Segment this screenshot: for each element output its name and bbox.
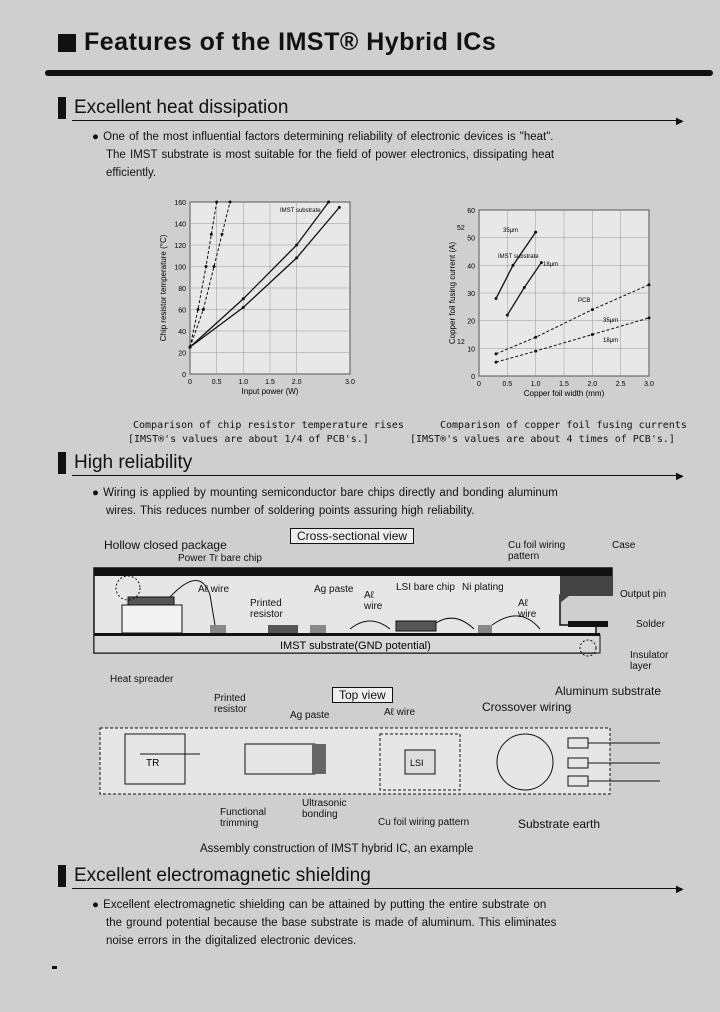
series-label: IMST substrate — [280, 208, 321, 214]
data-point — [221, 233, 224, 236]
section-reliability-title: High reliability — [74, 452, 193, 473]
case-corner — [560, 576, 612, 603]
rel-text-line1: Wiring is applied by mounting semiconductor bare chips directly and bonding aluminum — [103, 487, 558, 499]
y-tick-label: 100 — [174, 264, 186, 272]
data-point — [512, 264, 515, 267]
top-view-diagram — [0, 720, 720, 800]
label-cu-foil: Cu foil wiring pattern — [508, 540, 566, 562]
annotation-label: 35μm — [603, 318, 619, 324]
assembly-caption: Assembly construction of IMST hybrid IC, an example — [200, 843, 474, 855]
data-point — [523, 286, 526, 289]
x-tick-label: 1.0 — [530, 381, 541, 388]
y-tick-label: 80 — [178, 286, 186, 293]
title-square-icon — [58, 34, 76, 52]
x-tick-label: 0 — [188, 379, 192, 386]
top-label-printed-resistor: Printed resistor — [214, 693, 247, 715]
chart2-title: Comparison of copper foil fusing currents — [440, 420, 687, 431]
data-point — [534, 336, 537, 339]
lsi-chip — [396, 621, 436, 631]
x-axis-label: Copper foil width (mm) — [523, 389, 605, 398]
chart1-note: [IMST®'s values are about 1/4 of PCB's.] — [128, 434, 369, 445]
x-tick-label: 3.0 — [345, 379, 355, 386]
page-mark — [52, 966, 57, 969]
section-heat-title: Excellent heat dissipation — [74, 97, 289, 118]
shield-text-line1: Excellent electromagnetic shielding can be attained by putting the entire substrate on — [103, 899, 547, 911]
y-tick-label: 20 — [178, 350, 186, 358]
label-ag-paste: Ag paste — [314, 584, 354, 595]
rule-arrow-icon: ▶ — [676, 116, 684, 127]
title-rule — [45, 70, 713, 76]
section-bar-icon — [58, 865, 66, 887]
cross-view-label: Cross-sectional view — [290, 528, 414, 544]
top-label-ultrasonic: Ultrasonic bonding — [302, 798, 347, 820]
section-heat-rule — [72, 120, 682, 121]
page-title — [58, 28, 496, 57]
rel-text-line2: wires. This reduces number of soldering points assuring high reliability. — [106, 505, 475, 517]
section-bar-icon — [58, 452, 66, 474]
top-view-label: Top view — [332, 687, 393, 703]
x-tick-label: 1.0 — [238, 379, 249, 386]
label-ni: Ni plating — [462, 582, 504, 593]
heat-text-line1: One of the most influential factors determining reliability of electronic devices is "heat". — [103, 131, 554, 143]
data-point — [648, 316, 651, 319]
annotation-label: IMST substrate — [498, 254, 539, 260]
data-point — [591, 308, 594, 311]
section-reliability-heading — [58, 452, 192, 474]
y-tick-label: 120 — [174, 243, 186, 250]
shield-text-line3: noise errors in the digitalized electronic devices. — [106, 935, 357, 947]
lsi-label: LSI — [410, 758, 424, 768]
data-point — [189, 346, 192, 349]
chart2-note: [IMST®'s values are about 4 times of PCB's.] — [410, 434, 675, 445]
data-point — [210, 233, 213, 236]
annotation-label: 18μm — [543, 262, 559, 268]
data-point — [591, 333, 594, 336]
y-tick-label: 60 — [178, 307, 186, 315]
heat-spreader — [122, 605, 182, 633]
y-tick-label: 0 — [471, 374, 475, 381]
ni-plating — [478, 625, 492, 633]
pad-1 — [210, 625, 226, 633]
label-lsi: LSI bare chip — [396, 582, 455, 593]
page-title-text: Features of the IMST® Hybrid ICs — [84, 28, 497, 56]
label-insulator: Insulator layer — [630, 650, 669, 672]
tr-label: TR — [146, 758, 160, 769]
chart1-plot — [159, 200, 355, 396]
power-tr-chip — [128, 597, 174, 605]
data-point — [495, 361, 498, 364]
output-pin — [568, 621, 608, 627]
label-al-wire1: Aℓ wire — [198, 584, 230, 595]
chart-resistor-temperature — [150, 198, 360, 398]
top-label-ag-paste: Ag paste — [290, 710, 330, 721]
x-tick-label: 0 — [477, 381, 481, 388]
section-heat-text: ● One of the most influential factors determining reliability of electronic devices is "heat". The IMST substrate is most suitable for the field of power electronics, dissipating heat efficiently. — [92, 128, 692, 182]
x-axis-label: Input power (W) — [241, 387, 299, 396]
section-shielding-rule — [72, 888, 682, 889]
label-aluminum: Aluminum substrate — [555, 684, 662, 698]
data-point — [338, 206, 341, 209]
x-tick-label: 3.0 — [644, 381, 654, 388]
y-axis-label: Chip resistor temperature (°C) — [159, 234, 168, 342]
y-tick-label: 40 — [467, 263, 475, 271]
top-label-func-trim: Functional trimming — [220, 807, 267, 829]
x-tick-label: 0.5 — [211, 379, 222, 386]
data-point — [202, 308, 205, 311]
data-point — [506, 314, 509, 317]
y-tick-label: 0 — [182, 372, 186, 379]
section-shielding-title: Excellent electromagnetic shielding — [74, 865, 371, 886]
y-tick-label: 50 — [467, 235, 475, 243]
printed-resistor — [268, 625, 298, 633]
data-point — [495, 297, 498, 300]
rule-arrow-icon: ▶ — [676, 884, 684, 895]
y-tick-label: 20 — [467, 318, 475, 326]
label-printed-resistor: Printed resistor — [250, 598, 283, 620]
ag-paste — [310, 625, 326, 633]
marked-value: 12 — [457, 339, 465, 346]
top-label-earth: Substrate earth — [518, 817, 601, 831]
section-shielding-heading — [58, 865, 371, 887]
y-tick-label: 140 — [174, 221, 186, 229]
data-point — [495, 352, 498, 355]
y-tick-label: 160 — [174, 200, 186, 207]
label-al-wire3: Aℓ wire — [518, 598, 537, 620]
chart-copper-foil-fusing — [443, 202, 661, 402]
y-tick-label: 10 — [467, 346, 475, 354]
y-axis-label: Copper foil fusing current (A) — [448, 241, 457, 345]
annotation-label: PCB — [578, 298, 591, 304]
x-tick-label: 2.5 — [615, 381, 626, 388]
data-point — [242, 297, 245, 300]
data-point — [213, 265, 216, 268]
chart1-title: Comparison of chip resistor temperature rises — [133, 420, 404, 431]
section-heat-heading — [58, 97, 288, 119]
data-point — [215, 201, 218, 204]
section-shielding-text: ● Excellent electromagnetic shielding can be attained by putting the entire substrate on the ground potential because the base substrate is made of aluminum. This eliminates noise errors in the digitalized electronic devices. — [92, 896, 692, 950]
x-tick-label: 1.5 — [265, 379, 275, 386]
label-hollow: Hollow closed package — [104, 538, 227, 552]
data-point — [534, 350, 537, 353]
rule-arrow-icon: ▶ — [676, 471, 684, 482]
label-solder: Solder — [636, 619, 665, 630]
y-tick-label: 30 — [467, 291, 475, 298]
chart2-plot — [448, 208, 654, 398]
ag-paste-top — [312, 744, 326, 774]
section-bar-icon — [58, 97, 66, 119]
heat-text-line3: efficiently. — [106, 167, 157, 179]
x-tick-label: 2.0 — [291, 379, 302, 386]
top-label-crossover: Crossover wiring — [482, 700, 572, 714]
marked-value: 52 — [457, 225, 465, 232]
x-tick-label: 1.5 — [559, 381, 569, 388]
top-label-cu-foil: Cu foil wiring pattern — [378, 817, 470, 828]
data-point — [205, 265, 208, 268]
data-point — [534, 231, 537, 234]
data-point — [327, 201, 330, 204]
case-top — [94, 568, 612, 576]
label-output-pin: Output pin — [620, 589, 667, 600]
data-point — [229, 201, 232, 204]
label-heat-spreader: Heat spreader — [110, 674, 174, 685]
y-tick-label: 40 — [178, 329, 186, 336]
annotation-label: 35μm — [503, 228, 519, 234]
y-tick-label: 60 — [467, 208, 475, 215]
annotation-label: 18μm — [603, 338, 619, 344]
heat-text-line2: The IMST substrate is most suitable for the field of power electronics, dissipating heat — [106, 149, 555, 161]
x-tick-label: 2.0 — [587, 381, 598, 388]
data-point — [648, 283, 651, 286]
label-substrate: IMST substrate(GND potential) — [280, 640, 431, 652]
label-al-wire2: Aℓ wire — [364, 590, 383, 612]
data-point — [242, 306, 245, 309]
label-case: Case — [612, 540, 636, 551]
data-point — [295, 244, 298, 247]
data-point — [295, 256, 298, 259]
data-point — [197, 308, 200, 311]
section-reliability-rule — [72, 475, 682, 476]
shield-text-line2: the ground potential because the base substrate is made of aluminum. This eliminates — [106, 917, 557, 929]
section-reliability-text: ● Wiring is applied by mounting semiconductor bare chips directly and bonding aluminum wires. This reduces number of soldering points assuring high reliability. — [92, 484, 692, 520]
x-tick-label: 0.5 — [502, 381, 513, 388]
top-label-al-wire: Aℓ wire — [384, 707, 416, 718]
label-power-tr: Power Tr bare chip — [178, 553, 262, 564]
